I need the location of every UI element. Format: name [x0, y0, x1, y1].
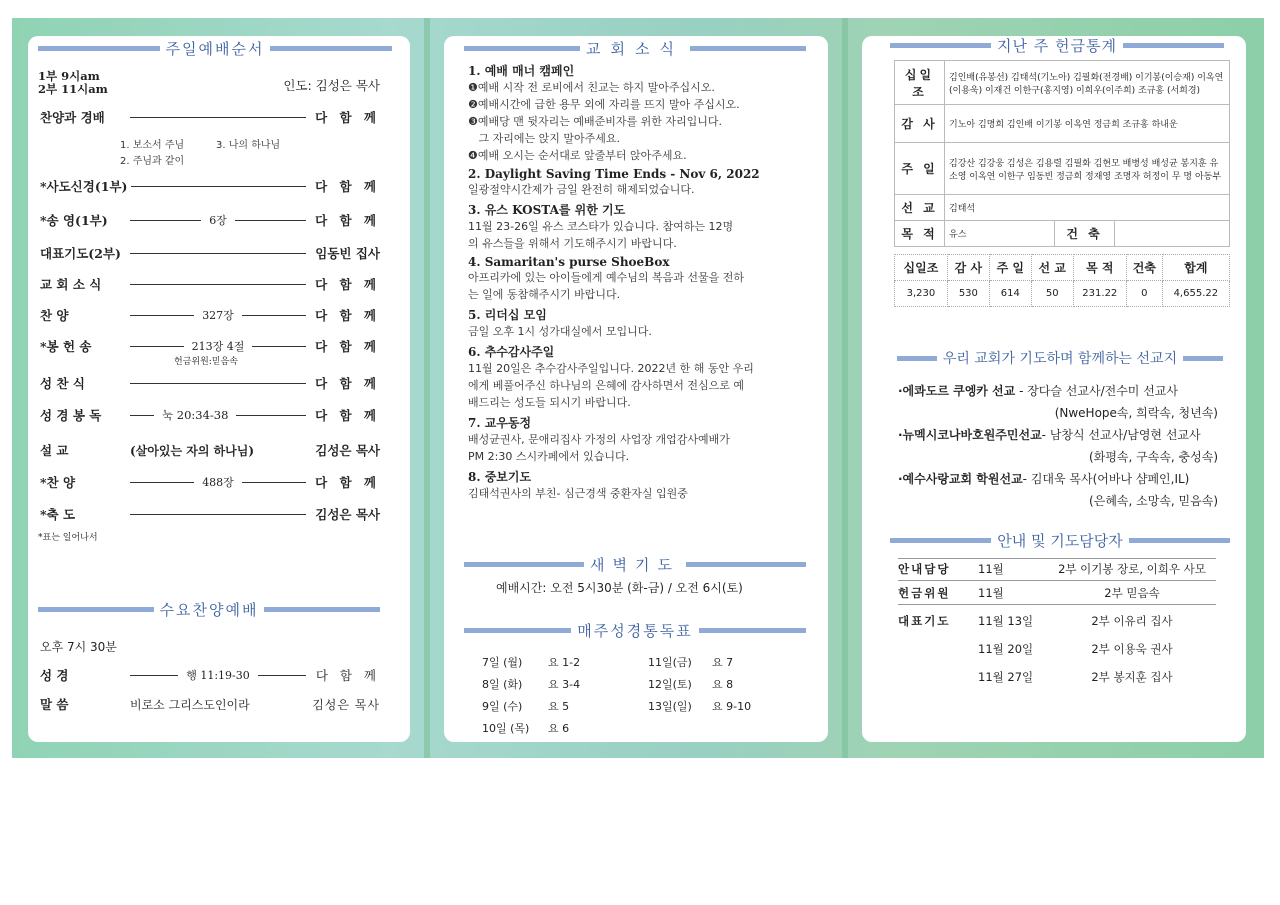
sum-header: 건축 [1126, 255, 1162, 281]
order-row: *축 도 김성은 목사 [40, 507, 380, 522]
bible-cell: 요 7 [712, 656, 734, 669]
offering-note: 헌금위원:믿음속 [174, 357, 238, 367]
mission-item [898, 426, 1201, 443]
news-item [468, 167, 808, 198]
order-row: 성 찬 식 다 함 께 [40, 376, 380, 391]
bible-cell: 12일(토) [648, 678, 692, 691]
order-row: *사도신경(1부) 다 함 께 [40, 179, 380, 194]
news-line: 그 자리에는 앉지 말아주세요. [468, 132, 620, 145]
guide-row [898, 666, 1216, 688]
mission-name: ·뉴멕시코나바호원주민선교 [898, 428, 1042, 442]
order-row-sermon: 설 교 (살아있는 자의 하나님) 김성은 목사 [40, 443, 380, 458]
bible-cell: 8일 (화) [482, 678, 523, 691]
bible-cell: 요 8 [712, 678, 734, 691]
news-line: ❹예배 오시는 순서대로 앞줄부터 앉아주세요. [468, 149, 687, 162]
news-item [468, 468, 808, 502]
order-row-hymn: 찬양과 경배 다 함 께 [40, 110, 380, 125]
news-line: PM 2:30 스시카페에서 있습니다. [468, 450, 630, 463]
guide-cell: 2부 이유리 집사 [1091, 614, 1173, 628]
guide-divider [898, 580, 1216, 581]
news-line: 금일 오후 1시 성가대실에서 모입니다. [468, 325, 652, 338]
sum-header: 주 일 [989, 255, 1031, 281]
section-header-wednesday: 수요찬양예배 [38, 599, 380, 619]
mission-groups: (NweHope속, 희락속, 청년속) [1054, 406, 1218, 420]
guide-cell: 2부 이기봉 장로, 이희우 사모 [1058, 562, 1206, 576]
song-2: 2. 주님과 같이 [120, 156, 185, 167]
section-header: 지난 주 헌금통계 [890, 36, 1224, 54]
mission-name: ·예수사랑교회 학원선교 [898, 472, 1023, 486]
sum-header: 목 적 [1073, 255, 1126, 281]
news-list [468, 62, 808, 505]
mission-desc: - 장다슬 선교사/전수미 선교사 [1015, 384, 1178, 398]
news-title: 6. 추수감사주일 [468, 345, 555, 359]
news-title: 2. Daylight Saving Time Ends - Nov 6, 2022 [468, 167, 760, 181]
dawn-time: 예배시간: 오전 5시30분 (화-금) / 오전 6시(토) [496, 581, 743, 595]
sum-value: 0 [1126, 281, 1162, 307]
song-3: 3. 나의 하나님 [216, 140, 281, 151]
wednesday-time: 오후 7시 30분 [40, 640, 117, 654]
sum-header: 합계 [1162, 255, 1229, 281]
guide-cell: 11월 27일 [978, 670, 1034, 684]
bible-cell: 10일 (목) [482, 722, 530, 735]
news-item [468, 414, 808, 465]
guide-row [898, 558, 1216, 580]
section-header: 교회소식 [464, 38, 806, 58]
guide-cell: 11월 [978, 586, 1004, 600]
order-row: 교 회 소 식 다 함 께 [40, 277, 380, 292]
wed-row: 말 씀 비로소 그리스도인이라 김성은 목사 [40, 697, 380, 712]
guide-cell: 2부 이용욱 권사 [1091, 642, 1173, 656]
news-title: 8. 중보기도 [468, 470, 532, 484]
news-line: 11월 20일은 추수감사주일입니다. 2022년 한 해 동안 우리 [468, 362, 754, 375]
bible-cell: 11일(금) [648, 656, 692, 669]
order-row: 찬 양 327장 다 함 께 [40, 308, 380, 323]
mission-item [898, 382, 1178, 399]
news-line: 배성균권사, 문애리집사 가정의 사업장 개업감사예배가 [468, 433, 730, 446]
news-line: 배드리는 성도들 되시기 바랍니다. [468, 396, 631, 409]
news-item [468, 62, 808, 164]
news-line: ❶예배 시작 전 로비에서 친교는 하지 말아주십시오. [468, 81, 715, 94]
sum-header: 선 교 [1031, 255, 1073, 281]
section-header-bible: 매주성경통독표 [464, 620, 806, 640]
guide-cell: 2부 믿음속 [1104, 586, 1160, 600]
section-header-mission: 우리 교회가 기도하며 함께하는 선교지 [890, 348, 1230, 368]
news-title: 5. 리더십 모임 [468, 308, 547, 322]
mission-groups: (은혜속, 소망속, 믿음속) [1089, 494, 1218, 508]
sum-header: 십일조 [895, 255, 948, 281]
mission-name: ·에콰도르 쿠엥카 선교 [898, 384, 1016, 398]
sum-header: 감 사 [947, 255, 989, 281]
panel-worship-order [28, 36, 410, 742]
mission-item [898, 470, 1189, 487]
news-title: 3. 유스 KOSTA를 위한 기도 [468, 203, 626, 217]
news-item [468, 201, 808, 252]
sum-value: 50 [1031, 281, 1073, 307]
fold-line [424, 18, 430, 758]
news-line: 는 일에 동참해주시기 바랍니다. [468, 288, 621, 301]
section-header-guide: 안내 및 기도담당자 [890, 530, 1230, 550]
news-line: ❷예배시간에 급한 용무 외에 자리를 뜨지 말아 주십시오. [468, 98, 740, 111]
panel-offering-stats [862, 36, 1246, 742]
offering-names-table: 십일조 김인배(유봉선) 김태석(기노아) 김필화(전경배) 이기봉(이승재) 이옥연(이용욱) 이재건 이한구(홍지영) 이희우(이주희) 조규홍 (서희경) 감 사 기노아 김명희 김인배 이기봉 이옥연 정금희 조규홍 하내운 주 일 김강산 김강웅 김성은 김용렬 김필화 김현모 배병성 배성균 봉지훈 유소영 이옥연 이한구 임동빈 정금희 정재영 조명자 허정이 무 명 아동부 선 교 김태석 목 적 유스 건 축 [894, 60, 1230, 247]
bible-cell: 요 6 [548, 722, 570, 735]
order-row: 대표기도(2부) 임동빈 집사 [40, 246, 380, 261]
stand-note: *표는 일어나서 [38, 533, 98, 543]
news-line: ❸예배당 맨 뒷자리는 예배준비자를 위한 자리입니다. [468, 115, 722, 128]
bible-cell: 요 3-4 [548, 678, 581, 691]
guide-cell: 헌금위원 [898, 586, 951, 600]
sum-value: 3,230 [895, 281, 948, 307]
mission-desc: - 남창식 선교사/남영현 선교사 [1041, 428, 1201, 442]
offering-sum-table [894, 254, 1230, 307]
mission-groups: (화평속, 구속속, 충성속) [1089, 450, 1218, 464]
panel-church-news [444, 36, 828, 742]
service-times: 1부 9시am 2부 11시am [38, 69, 108, 96]
guide-row [898, 638, 1216, 660]
fold-line [842, 18, 848, 758]
news-item [468, 306, 808, 340]
guide-row [898, 582, 1216, 604]
bible-cell: 요 1-2 [548, 656, 581, 669]
guide-row [898, 610, 1216, 632]
bible-cell: 요 9-10 [712, 700, 752, 713]
sum-value: 4,655.22 [1162, 281, 1229, 307]
order-row: *찬 양 488장 다 함 께 [40, 475, 380, 490]
news-title: 4. Samaritan's purse ShoeBox [468, 255, 670, 269]
section-header-dawn: 새벽기도 [464, 554, 806, 574]
news-line: 일광절약시간제가 금일 완전히 해제되었습니다. [468, 183, 695, 196]
song-1: 1. 보소서 주님 [120, 140, 185, 151]
bible-cell: 요 5 [548, 700, 570, 713]
bible-cell: 7일 (월) [482, 656, 523, 669]
news-line: 김태석권사의 부친- 심근경색 중환자실 입원중 [468, 487, 688, 500]
section-header: 주일예배순서 [38, 38, 392, 58]
mission-desc: - 김대욱 목사(어바나 샴페인,IL) [1022, 472, 1190, 486]
sum-value: 231.22 [1073, 281, 1126, 307]
order-row: *송 영(1부) 6장 다 함 께 [40, 213, 380, 228]
news-item [468, 343, 808, 411]
guide-cell: 11월 13일 [978, 614, 1034, 628]
guide-cell: 대표기도 [898, 614, 951, 628]
bible-cell: 13일(일) [648, 700, 692, 713]
sum-value: 614 [989, 281, 1031, 307]
news-line: 아프리카에 있는 아이들에게 예수님의 복음과 선물을 전하 [468, 271, 745, 284]
guide-divider [898, 604, 1216, 605]
guide-cell: 11월 20일 [978, 642, 1034, 656]
news-line: 11월 23-26일 유스 코스타가 있습니다. 참여하는 12명 [468, 220, 734, 233]
guide-cell: 2부 봉지훈 집사 [1091, 670, 1173, 684]
news-line: 에게 베풀어주신 하나님의 은혜에 감사하면서 전심으로 예 [468, 379, 745, 392]
guide-cell: 11월 [978, 562, 1004, 576]
guide-cell: 안내담당 [898, 562, 951, 576]
news-title: 1. 예배 매너 캠페인 [468, 64, 575, 78]
bible-cell: 9일 (수) [482, 700, 523, 713]
worship-leader: 인도: 김성은 목사 [283, 78, 380, 93]
wed-row: 성 경 행 11:19-30 다 함 께 [40, 668, 381, 683]
order-row: 성 경 봉 독 눅 20:34-38 다 함 께 [40, 408, 380, 423]
order-row: *봉 헌 송 213장 4절 다 함 께 [40, 339, 380, 354]
sum-value: 530 [947, 281, 989, 307]
news-line: 의 유스들을 위해서 기도해주시기 바랍니다. [468, 237, 677, 250]
news-title: 7. 교우동정 [468, 416, 532, 430]
news-item [468, 255, 808, 303]
